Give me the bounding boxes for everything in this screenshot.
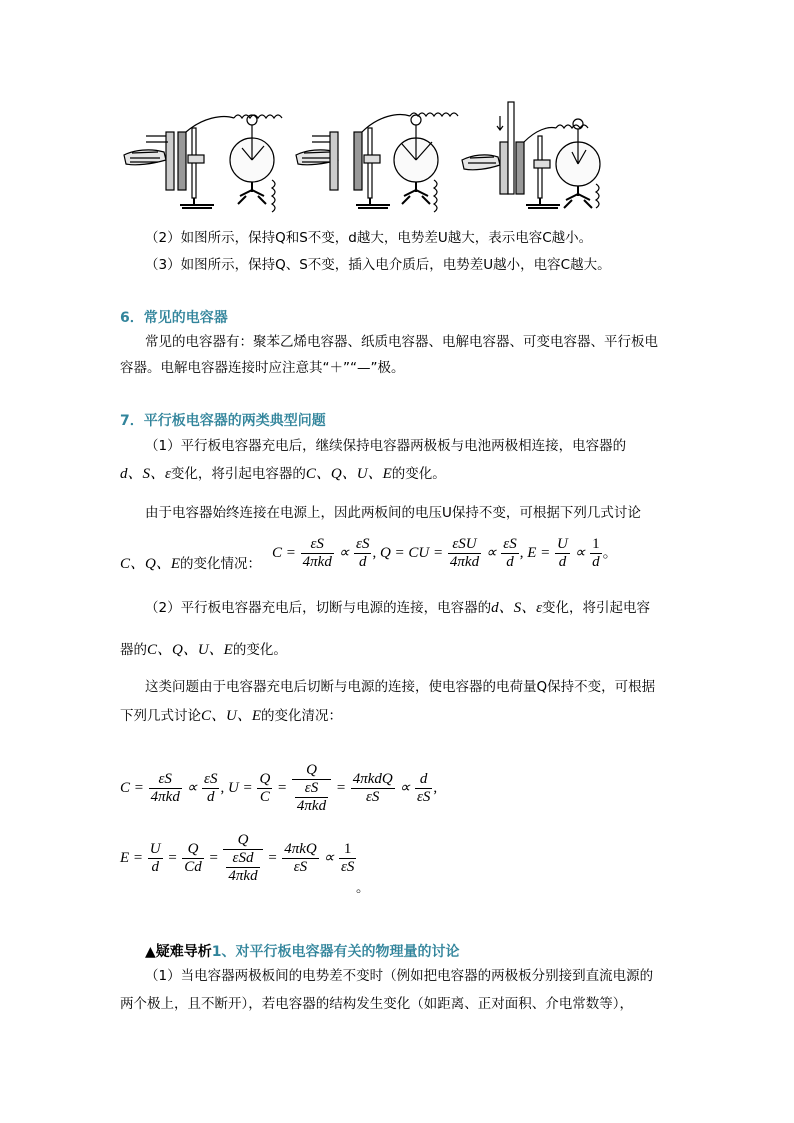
s7-p3-vars-1: d、S、ε [491,600,543,616]
s7-p1-line-2: d、S、ε变化，将引起电容器的C、Q、U、E的变化。 [120,466,446,482]
s7-p2-vars: C、Q、E [120,556,181,572]
s7-p1-vars-1: d、S、ε [120,466,171,482]
section-6-line-2: 容器。电解电容器连接时应注意其“＋”“—”极。 [120,360,405,376]
experiment-figure [122,100,616,218]
equation-end-mark: 。 [356,880,370,896]
s7-p4-line-2: 下列几式讨论C、U、E的变化清况： [120,708,343,724]
section-6-heading: 6．常见的电容器 [120,310,228,326]
s7-p3-line-2: 器的C、Q、U、E的变化。 [120,642,287,658]
s7-p4-vars: C、U、E [201,708,262,724]
setup-2 [296,113,458,212]
equation-constant-charge-1: C = $\frac{\varepsilon S}{\text{4πkd}}$ ∝ $\frac{\varepsilon S}{d}$ , U = $\frac{Q}{C}$ = $\frac{Q}{\frac{\varepsilon S}{\text{4πkd}}}$ = $\frac{\text{4πkdQ}}{\varepsilon S}$ ∝ $\frac{d}{\varepsilon S}$ , [120,762,438,814]
item-3: （3）如图所示，保持Q、S不变，插入电介质后，电势差U越小，电容C越大。 [145,257,611,273]
guide-marker: ▲疑难导析 [145,944,212,960]
item-2: （2）如图所示，保持Q和S不变，d越大，电势差U越大，表示电容C越小。 [145,230,593,246]
equation-constant-charge-2: E = $\frac{U}{d}$ = $\frac{Q}{Cd}$ = $\frac{Q}{\frac{\text{εSd}}{\text{4πkd}}}$ = $\frac{\text{4πkQ}}{\varepsilon S}$ ∝ $\frac{1}{\varepsilon S}$ [120,832,355,884]
s7-p1-line-1: （1）平行板电容器充电后，继续保持电容器两极板与电池两极相连接，电容器的 [145,438,627,454]
s7-p3-line-1: （2）平行板电容器充电后，切断与电源的连接，电容器的d、S、ε变化，将引起电容 [145,600,651,616]
setup-1 [124,115,282,212]
equation-constant-voltage: C = $\frac{\varepsilon S}{\text{4πkd}}$ ∝ $\frac{\varepsilon S}{d}$ , Q = CU = $\frac{\text{εSU}}{\text{4πkd}}$ ∝ $\frac{\varepsilon S}{d}$ , E = $\frac{U}{d}$ ∝ $\frac{1}{d}$ 。 [272,536,618,570]
s7-p4-line-1: 这类问题由于电容器充电后切断与电源的连接，使电容器的电荷量Q保持不变，可根据 [145,679,656,695]
section-7-heading: 7．平行板电容器的两类典型问题 [120,413,326,429]
guide-heading: ▲疑难导析1、对平行板电容器有关的物理量的讨论 [145,944,460,960]
section-6-line-1: 常见的电容器有：聚苯乙烯电容器、纸质电容器、电解电容器、可变电容器、平行板电 [145,334,658,350]
setup-3 [462,102,600,208]
s7-p2-line-1: 由于电容器始终连接在电源上，因此两板间的电压U保持不变，可根据下列几式讨论 [145,505,641,521]
s7-p3-vars-2: C、Q、U、E [147,642,233,658]
s7-p1-vars-2: C、Q、U、E [305,466,392,482]
guide-line-2: 两个极上，且不断开），若电容器的结构发生变化（如距离、正对面积、介电常数等）， [120,996,633,1012]
guide-line-1: （1）当电容器两极板间的电势差不变时（例如把电容器的两极板分别接到直流电源的 [145,968,654,984]
s7-p2-line-2: C、Q、E的变化情况： [120,556,262,572]
